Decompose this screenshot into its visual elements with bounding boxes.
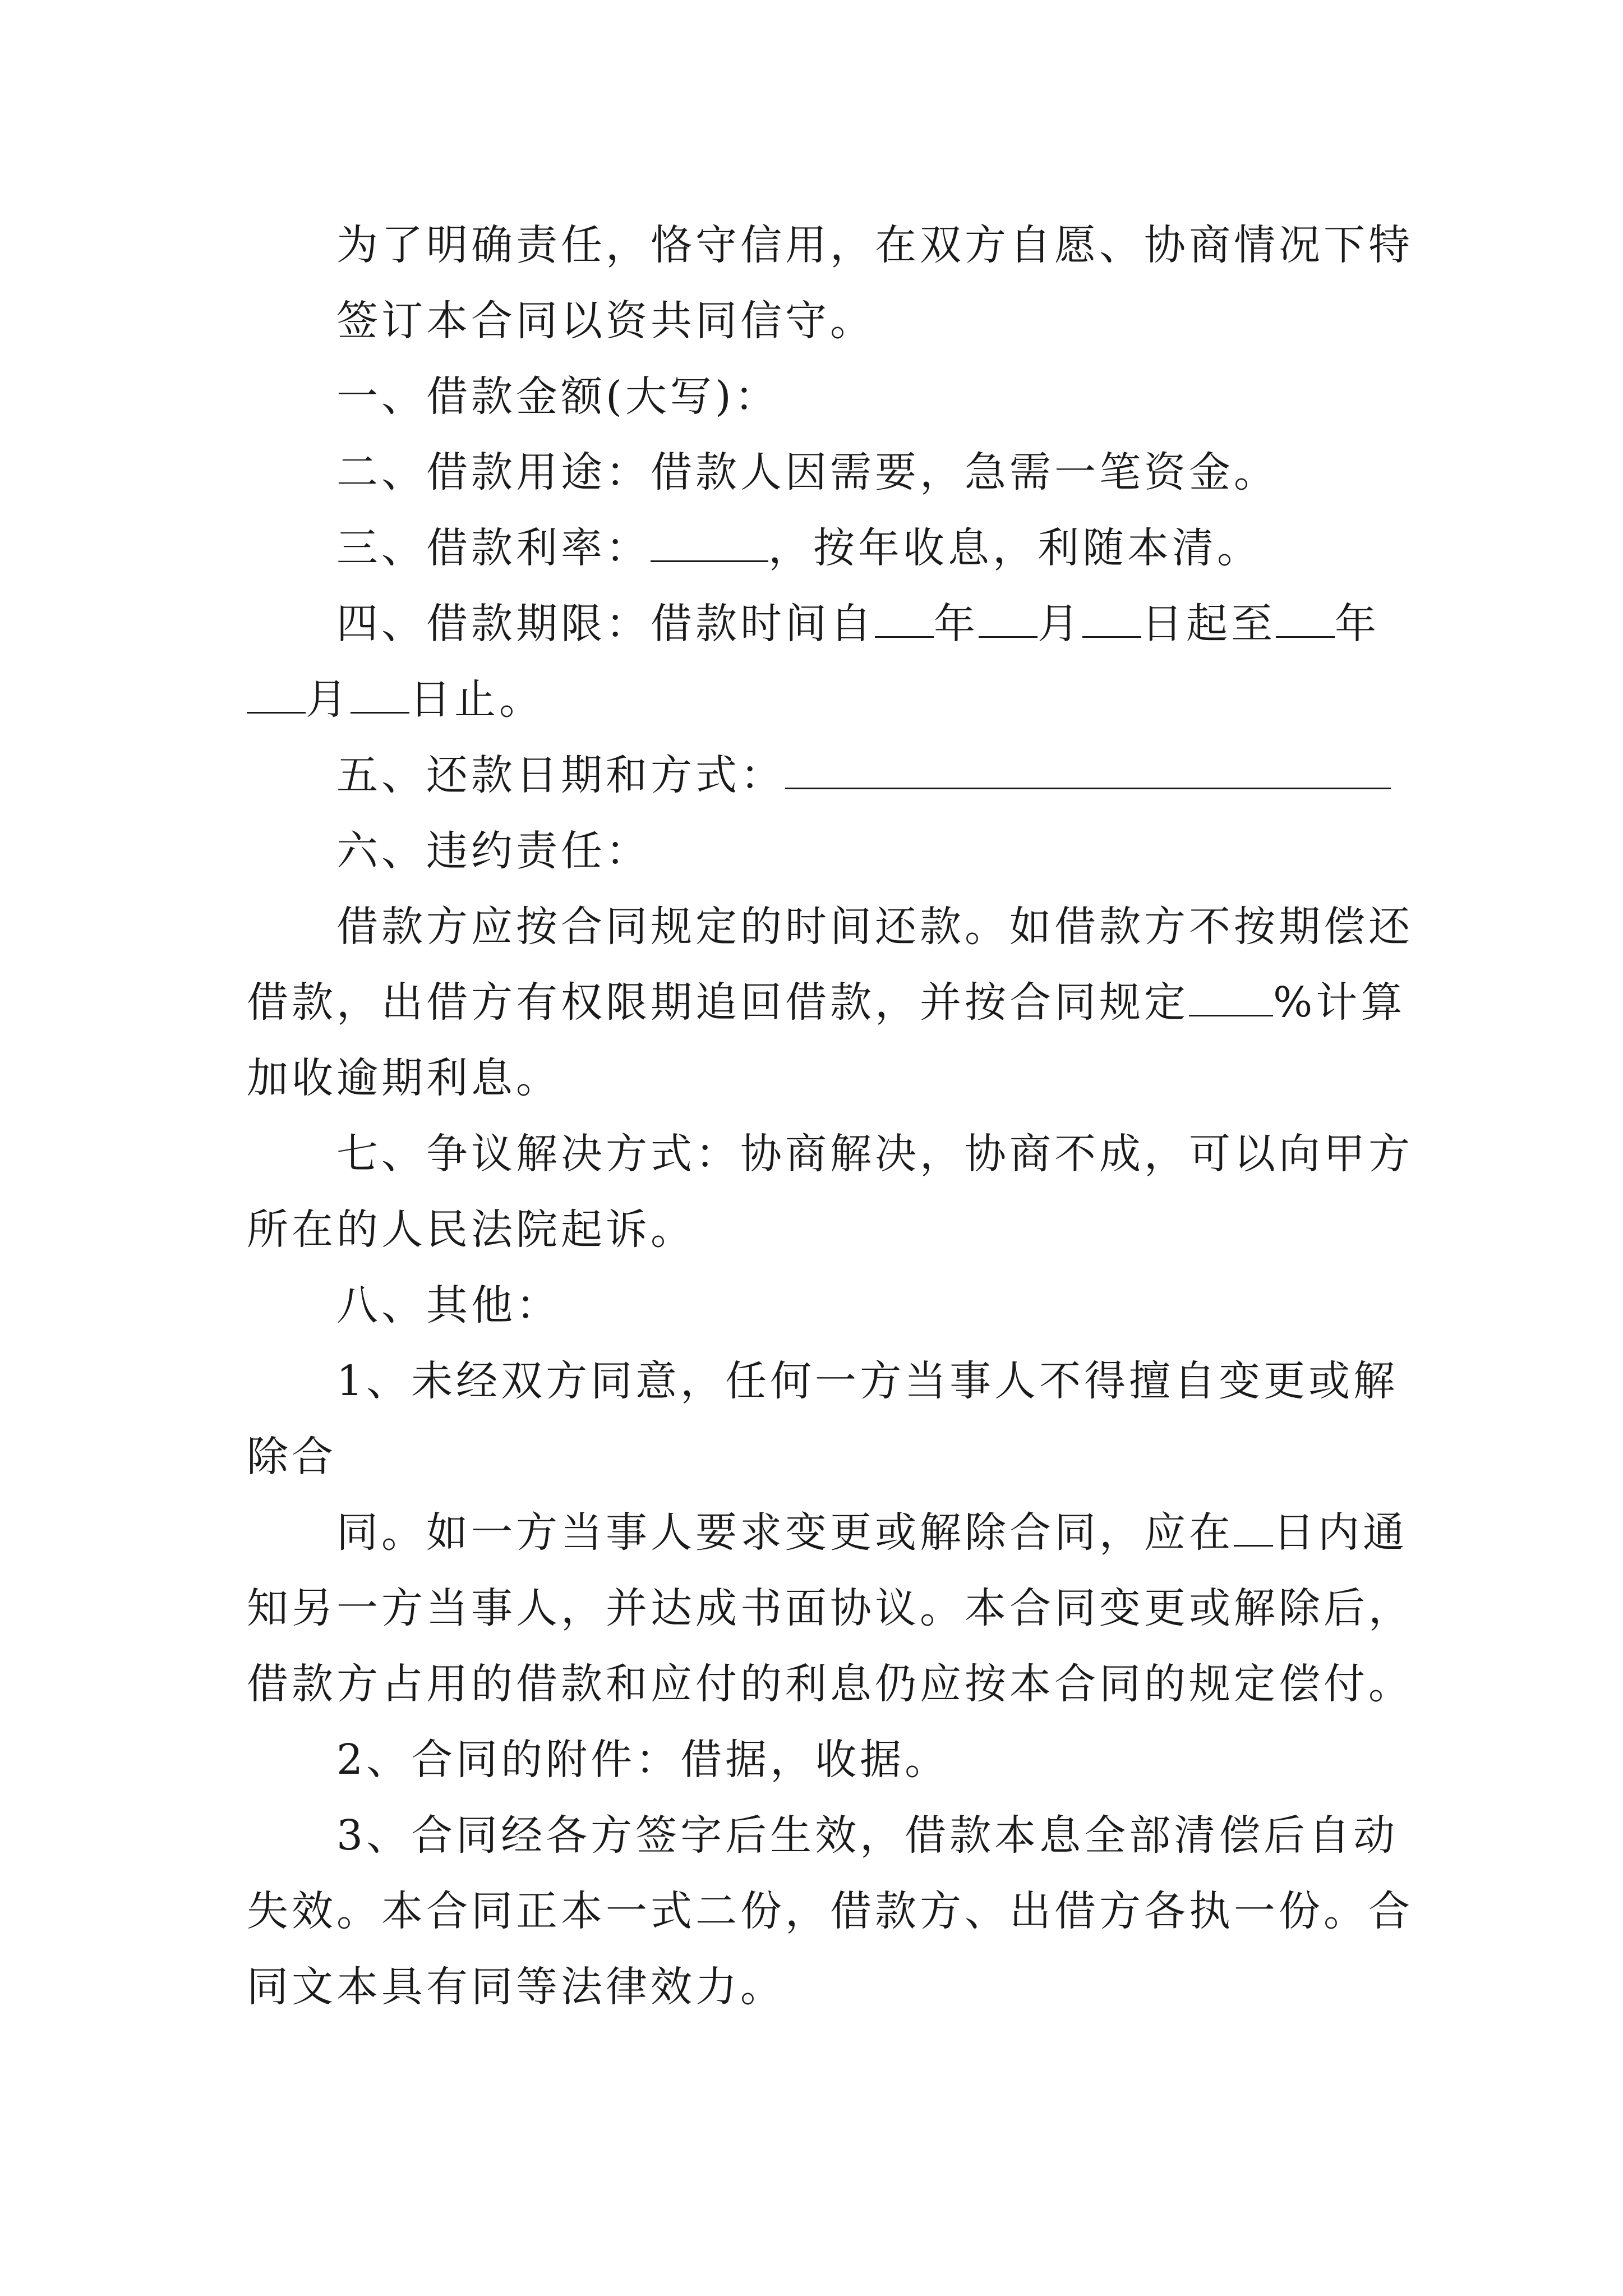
other-3-line-2: 失效。本合同正本一式二份，借款方、出借方各执一份。合 xyxy=(247,1887,1413,1935)
other-1-line-4: 知另一方当事人，并达成书面协议。本合同变更或解除后， xyxy=(247,1584,1413,1632)
start-year-blank xyxy=(875,591,934,638)
end-day-blank xyxy=(351,667,409,714)
month-text: 月 xyxy=(306,675,351,724)
other-1-line-5: 借款方占用的借款和应付的利息仍应按本合同的规定偿付。 xyxy=(247,1660,1413,1708)
other-3-line-3: 同文本具有同等法律效力。 xyxy=(247,1963,785,2011)
year-text: 年 xyxy=(1335,600,1380,648)
start-day-blank xyxy=(1082,591,1141,638)
clause-purpose: 二、借款用途：借款人因需要，急需一笔资金。 xyxy=(336,448,1279,496)
start-month-blank xyxy=(979,591,1038,638)
day-from-text: 日起至 xyxy=(1141,600,1276,648)
other-1-line-3 xyxy=(247,1495,1408,1571)
clause-repay xyxy=(247,738,1385,813)
other-3-line-1: 3、合同经各方签字后生效，借款本息全部清偿后自动 xyxy=(336,1811,1399,1860)
clause-term-cont xyxy=(247,662,1385,738)
term-label: 四、借款期限：借款时间自 xyxy=(336,600,875,648)
other-1-line-2: 除合 xyxy=(247,1433,336,1481)
month-text: 月 xyxy=(1038,600,1082,648)
percent-text: %计算 xyxy=(1273,978,1406,1027)
clause-amount: 一、借款金额(大写)： xyxy=(336,372,780,421)
notice-suffix: 日内通 xyxy=(1273,1508,1408,1557)
other-2: 2、合同的附件：借据，收据。 xyxy=(336,1736,950,1784)
day-to-text: 日止。 xyxy=(409,675,544,724)
days-blank xyxy=(1234,1500,1273,1547)
clause-rate xyxy=(247,510,1385,586)
percent-blank xyxy=(1189,970,1273,1016)
rate-label: 三、借款利率： xyxy=(336,524,651,572)
breach-line-3: 加收逾期利息。 xyxy=(247,1054,561,1102)
end-month-blank xyxy=(247,667,306,714)
dispute-line-2: 所在的人民法院起诉。 xyxy=(247,1205,695,1254)
end-year-blank xyxy=(1276,591,1335,638)
breach-text: 借款，出借方有权限期追回借款，并按合同规定 xyxy=(247,978,1189,1027)
breach-line-2 xyxy=(247,965,1406,1041)
contract-body xyxy=(247,208,1413,2025)
intro-line-2: 签订本合同以资共同信守。 xyxy=(336,297,875,345)
rate-blank xyxy=(651,516,768,562)
rate-suffix: ，按年收息，利随本清。 xyxy=(768,524,1262,572)
clause-term xyxy=(247,586,1385,662)
repay-label: 五、还款日期和方式： xyxy=(336,751,785,799)
dispute-line-1: 七、争议解决方式：协商解决，协商不成，可以向甲方 xyxy=(336,1130,1413,1178)
year-text: 年 xyxy=(934,600,979,648)
other-1-line-1: 1、未经双方同意，任何一方当事人不得擅自变更或解 xyxy=(336,1357,1399,1405)
repay-blank xyxy=(785,743,1391,789)
intro-line-1: 为了明确责任，恪守信用，在双方自愿、协商情况下特 xyxy=(336,221,1413,269)
breach-line-1: 借款方应按合同规定的时间还款。如借款方不按期偿还 xyxy=(336,903,1413,951)
clause-other-title: 八、其他： xyxy=(336,1281,561,1329)
clause-breach-title: 六、违约责任： xyxy=(336,827,651,875)
notice-text: 同。如一方当事人要求变更或解除合同，应在 xyxy=(336,1508,1234,1557)
